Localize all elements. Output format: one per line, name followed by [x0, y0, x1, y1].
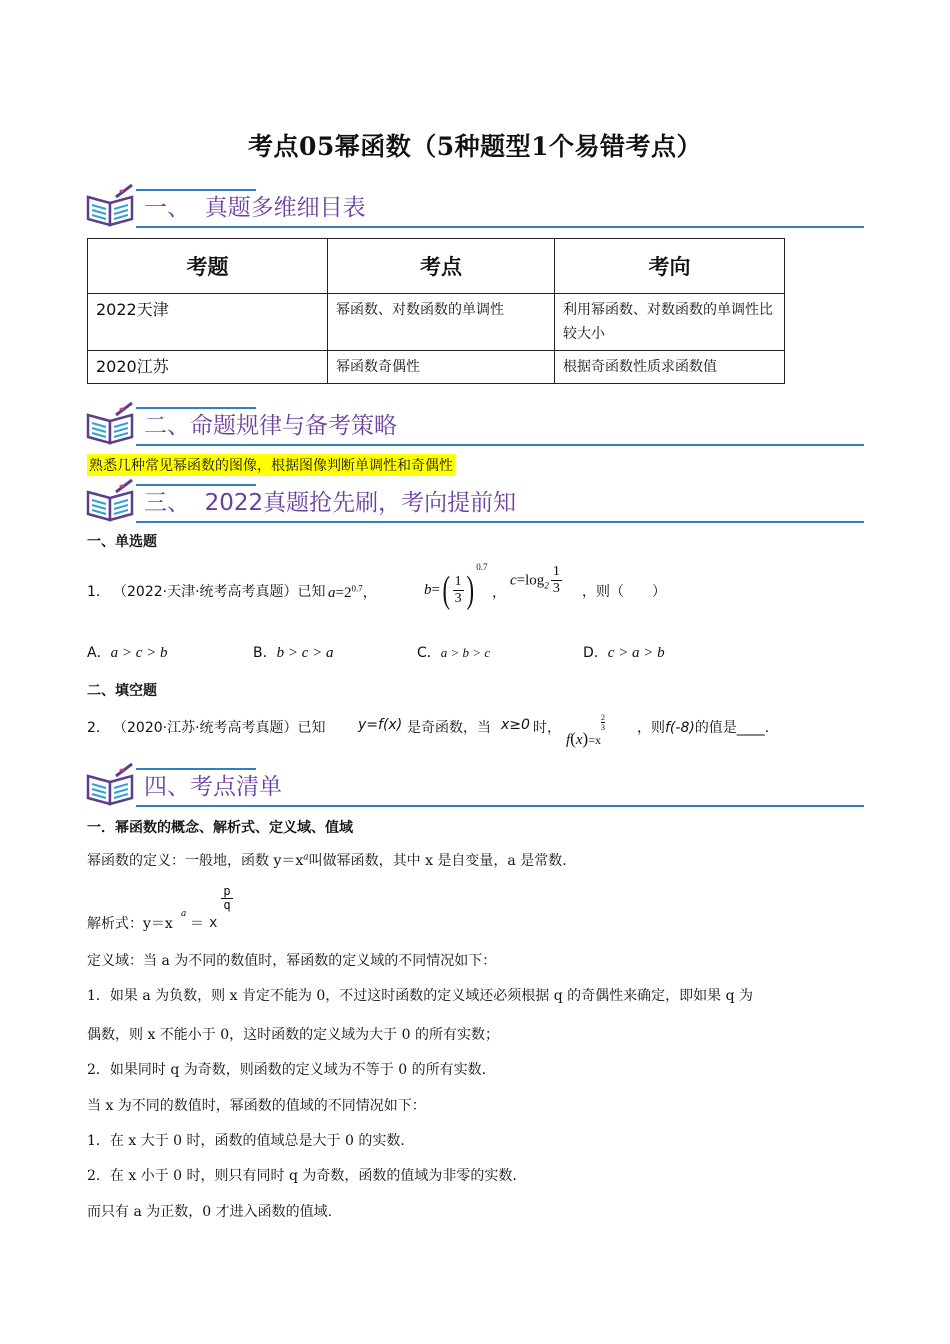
text-line: 2．在 x 小于 0 时，则只有同时 q 为奇数，函数的值域为非零的实数. — [87, 1168, 517, 1184]
table-header: 考题 — [88, 239, 328, 294]
option-d[interactable]: D．c > a > b — [583, 645, 665, 661]
section-title: 真题多维细目表 — [204, 195, 366, 221]
open-book-icon — [86, 762, 138, 808]
question-end: ，则f(-8)的值是____. — [637, 720, 770, 736]
formula-line: 解析式：y＝x a ＝ x p q — [87, 885, 387, 935]
text-line: 而只有 a 为正数，0 才进入函数的值域. — [87, 1204, 333, 1220]
table-cell: 幂函数奇偶性 — [328, 351, 555, 384]
text-line: 1．在 x 大于 0 时，函数的值域总是大于 0 的实数. — [87, 1133, 405, 1149]
definition-line: 幂函数的定义：一般地，函数 $y=x^a$叫做幂函数，其中 x 是自变量，a 是常数. — [87, 852, 567, 869]
section-title: 考点清单 — [190, 774, 282, 800]
table-cell: 2020江苏 — [88, 351, 328, 384]
table-cell: 利用幂函数、对数函数的单调性比较大小 — [555, 294, 785, 351]
table-header: 考向 — [555, 239, 785, 294]
single-choice-heading: 一、单选题 — [87, 534, 157, 550]
question-time: 时， — [533, 720, 561, 736]
question-mid: 是奇函数，当 — [407, 720, 491, 736]
expr-a: $a=2^{0.7}$， — [328, 583, 377, 601]
question-source: （2022·天津·统考高考真题）已知 — [113, 584, 326, 600]
open-book-icon — [86, 478, 138, 524]
section-number: 三、 — [144, 490, 190, 516]
exam-table — [87, 238, 785, 384]
section-title: 命题规律与备考策略 — [190, 413, 397, 439]
list-heading: 一．幂函数的概念、解析式、定义域、值域 — [87, 820, 353, 836]
question-tail: ，则（ ） — [582, 584, 666, 600]
question-number: 2． — [87, 720, 110, 736]
table-cell: 幂函数、对数函数的单调性 — [328, 294, 555, 351]
question-2 — [87, 703, 867, 748]
table-cell: 2022天津 — [88, 294, 328, 351]
option-a[interactable]: A．a > c > b — [87, 645, 168, 661]
option-c[interactable]: C．a > b > c — [417, 645, 491, 661]
open-book-icon — [86, 183, 138, 229]
table-header: 考点 — [328, 239, 555, 294]
section-header-3 — [86, 478, 864, 526]
comma: ， — [492, 585, 506, 601]
fill-blank-heading: 二、填空题 — [87, 683, 157, 699]
text-line: 偶数，则 x 不能小于 0，这时函数的定义域为大于 0 的所有实数； — [87, 1027, 499, 1043]
text-line: 2．如果同时 q 为奇数，则函数的定义域为不等于 0 的所有实数. — [87, 1062, 487, 1078]
text-line: 定义域：当 a 为不同的数值时，幂函数的定义域的不同情况如下： — [87, 953, 497, 969]
section-title: 2022真题抢先刷，考向提前知 — [204, 490, 517, 516]
y-equals-fx: y=f(x) — [358, 717, 403, 733]
option-b[interactable]: B．b > c > a — [253, 645, 334, 661]
expr-c: $c=\log_2$ $\frac{1}{3}$ — [510, 564, 560, 596]
expr-b: b=( $\frac{1}{3}$ )$^{0.7}$ — [424, 562, 488, 611]
table-row — [88, 351, 785, 384]
expr-f: f(x)=x $\frac{2}{3}$ — [566, 713, 605, 748]
section-header-4 — [86, 762, 864, 810]
page-title: 考点05幂函数（5种题型1个易错考点） — [247, 132, 703, 161]
section-header-2 — [86, 401, 864, 449]
section-header-1 — [86, 183, 864, 231]
text-line: 当 x 为不同的数值时，幂函数的值域的不同情况如下： — [87, 1098, 426, 1114]
text-line: 1．如果 a 为负数，则 x 肯定不能为 0，不过这时函数的定义域还必须根据 q 的奇偶性来确定，即如果 q 为 — [87, 988, 754, 1004]
condition: x≥0 — [501, 717, 530, 733]
section-number: 四、 — [144, 774, 190, 800]
table-row — [88, 294, 785, 351]
question-source: （2020·江苏·统考高考真题）已知 — [113, 720, 326, 736]
open-book-icon — [86, 401, 138, 447]
section-number: 二、 — [144, 413, 190, 439]
table-cell: 根据奇函数性质求函数值 — [555, 351, 785, 384]
strategy-highlight: 熟悉几种常见幂函数的图像，根据图像判断单调性和奇偶性 — [87, 454, 455, 476]
table-header-row — [88, 239, 785, 294]
section-number: 一、 — [144, 195, 190, 221]
question-number: 1． — [87, 584, 110, 600]
